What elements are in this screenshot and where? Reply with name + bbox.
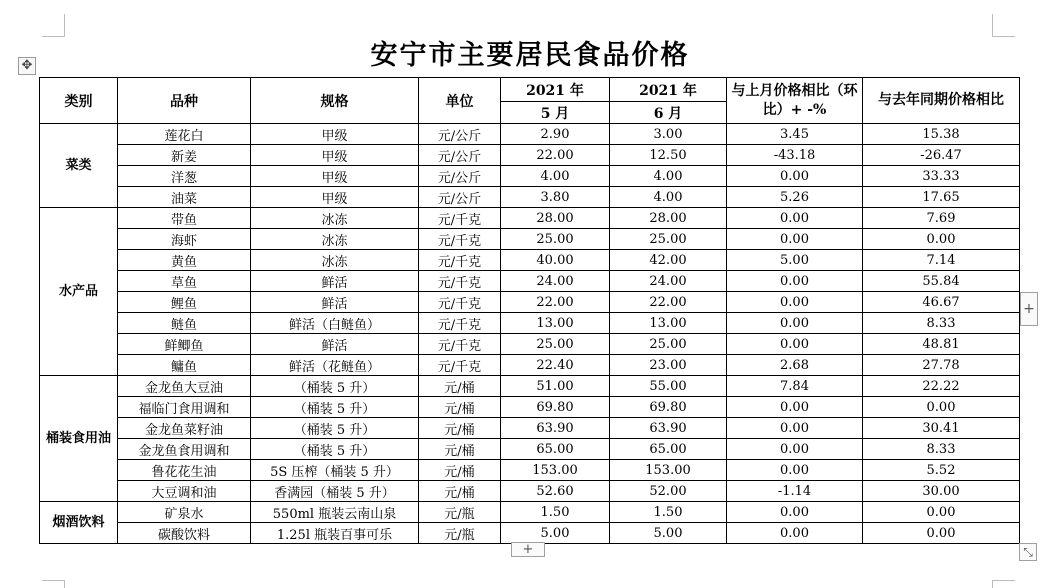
cell-variety: 鲤鱼: [118, 292, 251, 313]
cell-year-on-year: 0.00: [863, 523, 1020, 544]
cell-spec: （桶装 5 升）: [251, 439, 419, 460]
cell-year-on-year: 0.00: [863, 229, 1020, 250]
cell-month-on-month: 5.26: [727, 187, 863, 208]
cell-year-on-year: 5.52: [863, 460, 1020, 481]
cell-june-price: 69.80: [610, 397, 727, 418]
cell-may-price: 52.60: [501, 481, 610, 502]
cell-june-price: 3.00: [610, 124, 727, 145]
table-row: [40, 481, 1020, 502]
cell-month-on-month: 0.00: [727, 502, 863, 523]
cell-may-price: 22.00: [501, 145, 610, 166]
cell-unit: 元/桶: [419, 439, 501, 460]
cell-june-price: 153.00: [610, 460, 727, 481]
cell-spec: 鲜活（花鲢鱼）: [251, 355, 419, 376]
cell-month-on-month: 0.00: [727, 208, 863, 229]
cell-spec: 鲜活: [251, 271, 419, 292]
document-title: 安宁市主要居民食品价格: [370, 40, 690, 71]
cell-year-on-year: 55.84: [863, 271, 1020, 292]
cell-month-on-month: 0.00: [727, 334, 863, 355]
cell-variety: 鲜鲫鱼: [118, 334, 251, 355]
cell-june-price: 22.00: [610, 292, 727, 313]
cell-variety: 鲢鱼: [118, 313, 251, 334]
cell-month-on-month: 0.00: [727, 397, 863, 418]
table-resize-handle-icon[interactable]: ⤡: [1019, 543, 1037, 561]
table-row: [40, 229, 1020, 250]
price-table-body: [40, 124, 1020, 544]
header-category: 类别: [40, 78, 118, 124]
cell-variety: 洋葱: [118, 166, 251, 187]
table-row: [40, 460, 1020, 481]
cell-unit: 元/公斤: [419, 124, 501, 145]
table-row: [40, 397, 1020, 418]
cell-june-price: 24.00: [610, 271, 727, 292]
cell-variety: 鳙鱼: [118, 355, 251, 376]
cell-variety: 金龙鱼菜籽油: [118, 418, 251, 439]
cell-variety: 福临门食用调和: [118, 397, 251, 418]
cell-spec: 甲级: [251, 166, 419, 187]
cell-unit: 元/千克: [419, 208, 501, 229]
cell-variety: 莲花白: [118, 124, 251, 145]
cell-variety: 带鱼: [118, 208, 251, 229]
cell-year-on-year: 27.78: [863, 355, 1020, 376]
cell-may-price: 5.00: [501, 523, 610, 544]
cell-year-on-year: 8.33: [863, 439, 1020, 460]
add-row-button[interactable]: +: [511, 542, 545, 557]
header-may: 5 月: [501, 102, 610, 124]
cell-spec: 甲级: [251, 145, 419, 166]
cell-month-on-month: 0.00: [727, 460, 863, 481]
cell-year-on-year: 30.00: [863, 481, 1020, 502]
cell-spec: 冰冻: [251, 208, 419, 229]
cell-year-on-year: 8.33: [863, 313, 1020, 334]
cell-year-on-year: 0.00: [863, 397, 1020, 418]
header-variety: 品种: [118, 78, 251, 124]
cell-may-price: 65.00: [501, 439, 610, 460]
table-row: [40, 250, 1020, 271]
cell-month-on-month: 3.45: [727, 124, 863, 145]
cell-may-price: 22.40: [501, 355, 610, 376]
cell-year-on-year: 30.41: [863, 418, 1020, 439]
header-month-on-month: 与上月价格相比（环比）+ -%: [727, 78, 863, 124]
table-row: [40, 271, 1020, 292]
cell-variety: 油菜: [118, 187, 251, 208]
cell-may-price: 25.00: [501, 334, 610, 355]
add-column-button[interactable]: +: [1020, 292, 1038, 326]
cell-month-on-month: -1.14: [727, 481, 863, 502]
cell-spec: （桶装 5 升）: [251, 397, 419, 418]
cell-category: 桶装食用油: [40, 376, 118, 502]
cell-year-on-year: 0.00: [863, 502, 1020, 523]
cell-category: 水产品: [40, 208, 118, 376]
table-move-handle-icon[interactable]: ✥: [18, 57, 36, 75]
crop-mark-top-right: [992, 14, 1015, 37]
cell-spec: 鲜活（白鲢鱼）: [251, 313, 419, 334]
cell-unit: 元/桶: [419, 481, 501, 502]
cell-may-price: 63.90: [501, 418, 610, 439]
cell-may-price: 3.80: [501, 187, 610, 208]
cell-june-price: 12.50: [610, 145, 727, 166]
cell-year-on-year: 48.81: [863, 334, 1020, 355]
cell-unit: 元/公斤: [419, 145, 501, 166]
cell-unit: 元/公斤: [419, 187, 501, 208]
table-row: [40, 334, 1020, 355]
cell-spec: （桶装 5 升）: [251, 376, 419, 397]
cell-unit: 元/千克: [419, 355, 501, 376]
cell-june-price: 55.00: [610, 376, 727, 397]
cell-unit: 元/桶: [419, 460, 501, 481]
table-row: [40, 187, 1020, 208]
cell-june-price: 23.00: [610, 355, 727, 376]
cell-variety: 矿泉水: [118, 502, 251, 523]
cell-variety: 大豆调和油: [118, 481, 251, 502]
cell-spec: 冰冻: [251, 250, 419, 271]
cell-unit: 元/桶: [419, 376, 501, 397]
cell-june-price: 28.00: [610, 208, 727, 229]
header-may-year: 2021 年: [501, 78, 610, 102]
cell-year-on-year: 46.67: [863, 292, 1020, 313]
cell-year-on-year: 15.38: [863, 124, 1020, 145]
cell-unit: 元/瓶: [419, 523, 501, 544]
cell-may-price: 1.50: [501, 502, 610, 523]
cell-variety: 鲁花花生油: [118, 460, 251, 481]
cell-june-price: 4.00: [610, 166, 727, 187]
cell-june-price: 65.00: [610, 439, 727, 460]
cell-variety: 金龙鱼食用调和: [118, 439, 251, 460]
cell-year-on-year: 17.65: [863, 187, 1020, 208]
cell-may-price: 28.00: [501, 208, 610, 229]
cell-may-price: 4.00: [501, 166, 610, 187]
cell-month-on-month: 0.00: [727, 166, 863, 187]
table-row: [40, 355, 1020, 376]
cell-variety: 碳酸饮料: [118, 523, 251, 544]
cell-spec: 5S 压榨（桶装 5 升）: [251, 460, 419, 481]
cell-unit: 元/桶: [419, 418, 501, 439]
cell-month-on-month: 0.00: [727, 439, 863, 460]
cell-unit: 元/公斤: [419, 166, 501, 187]
cell-variety: 新姜: [118, 145, 251, 166]
cell-spec: 鲜活: [251, 334, 419, 355]
cell-variety: 草鱼: [118, 271, 251, 292]
crop-mark-top-left: [42, 14, 65, 37]
table-row: [40, 523, 1020, 544]
table-row: [40, 124, 1020, 145]
cell-year-on-year: 33.33: [863, 166, 1020, 187]
table-row: [40, 292, 1020, 313]
cell-spec: 冰冻: [251, 229, 419, 250]
table-row: [40, 145, 1020, 166]
cell-unit: 元/千克: [419, 292, 501, 313]
cell-spec: （桶装 5 升）: [251, 418, 419, 439]
price-table: [39, 77, 1020, 544]
cell-unit: 元/桶: [419, 397, 501, 418]
cell-may-price: 69.80: [501, 397, 610, 418]
cell-june-price: 42.00: [610, 250, 727, 271]
cell-spec: 1.25l 瓶装百事可乐: [251, 523, 419, 544]
cell-month-on-month: 0.00: [727, 523, 863, 544]
cell-may-price: 22.00: [501, 292, 610, 313]
header-unit: 单位: [419, 78, 501, 124]
cell-month-on-month: 0.00: [727, 292, 863, 313]
cell-may-price: 51.00: [501, 376, 610, 397]
cell-may-price: 2.90: [501, 124, 610, 145]
cell-unit: 元/千克: [419, 313, 501, 334]
cell-month-on-month: -43.18: [727, 145, 863, 166]
cell-spec: 鲜活: [251, 292, 419, 313]
cell-month-on-month: 0.00: [727, 313, 863, 334]
cell-spec: 甲级: [251, 124, 419, 145]
cell-spec: 550ml 瓶装云南山泉: [251, 502, 419, 523]
cell-june-price: 63.90: [610, 418, 727, 439]
cell-may-price: 25.00: [501, 229, 610, 250]
cell-variety: 海虾: [118, 229, 251, 250]
cell-june-price: 5.00: [610, 523, 727, 544]
table-row: [40, 502, 1020, 523]
header-spec: 规格: [251, 78, 419, 124]
cell-unit: 元/千克: [419, 271, 501, 292]
cell-year-on-year: 22.22: [863, 376, 1020, 397]
cell-june-price: 25.00: [610, 334, 727, 355]
cell-year-on-year: -26.47: [863, 145, 1020, 166]
cell-variety: 黄鱼: [118, 250, 251, 271]
cell-month-on-month: 0.00: [727, 229, 863, 250]
cell-may-price: 13.00: [501, 313, 610, 334]
table-row: [40, 313, 1020, 334]
table-row: [40, 208, 1020, 229]
cell-month-on-month: 0.00: [727, 418, 863, 439]
cell-may-price: 40.00: [501, 250, 610, 271]
cell-june-price: 52.00: [610, 481, 727, 502]
cell-month-on-month: 7.84: [727, 376, 863, 397]
cell-year-on-year: 7.69: [863, 208, 1020, 229]
cell-june-price: 25.00: [610, 229, 727, 250]
cell-spec: 甲级: [251, 187, 419, 208]
header-year-on-year: 与去年同期价格相比: [863, 78, 1020, 124]
cell-unit: 元/千克: [419, 334, 501, 355]
cell-month-on-month: 5.00: [727, 250, 863, 271]
cell-month-on-month: 0.00: [727, 271, 863, 292]
cell-unit: 元/千克: [419, 229, 501, 250]
cell-year-on-year: 7.14: [863, 250, 1020, 271]
table-row: [40, 166, 1020, 187]
cell-category: 烟酒饮料: [40, 502, 118, 544]
cell-spec: 香满园（桶装 5 升）: [251, 481, 419, 502]
table-row: [40, 376, 1020, 397]
table-row: [40, 418, 1020, 439]
header-june: 6 月: [610, 102, 727, 124]
cell-june-price: 1.50: [610, 502, 727, 523]
cell-unit: 元/瓶: [419, 502, 501, 523]
header-june-year: 2021 年: [610, 78, 727, 102]
cell-month-on-month: 2.68: [727, 355, 863, 376]
cell-june-price: 13.00: [610, 313, 727, 334]
cell-may-price: 24.00: [501, 271, 610, 292]
cell-june-price: 4.00: [610, 187, 727, 208]
table-row: [40, 439, 1020, 460]
cell-may-price: 153.00: [501, 460, 610, 481]
cell-unit: 元/千克: [419, 250, 501, 271]
cell-variety: 金龙鱼大豆油: [118, 376, 251, 397]
cell-category: 菜类: [40, 124, 118, 208]
